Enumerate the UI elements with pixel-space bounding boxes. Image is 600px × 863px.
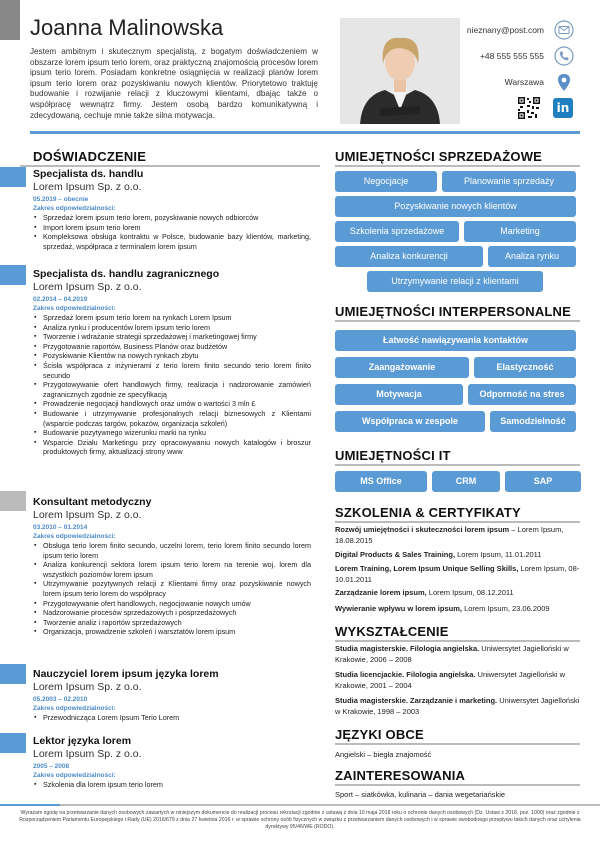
skill-pill: Łatwość nawiązywania kontaktów — [335, 330, 576, 351]
skill-pill: Utrzymywanie relacji z klientami — [367, 271, 543, 292]
contact-city: Warszawa — [504, 77, 544, 87]
job-resp-label: Zakres odpowiedzialności: — [33, 205, 116, 212]
job-marker — [0, 167, 26, 187]
education-item — [335, 644, 580, 665]
phone-icon — [554, 46, 574, 66]
job-company: Lorem Ipsum Sp. z o.o. — [33, 181, 142, 193]
degree-title: Studia licencjackie. Filologia angielska. — [335, 670, 476, 679]
job-company: Lorem Ipsum Sp. z o.o. — [33, 748, 142, 760]
education-item — [335, 696, 580, 717]
job-resp-label: Zakres odpowiedzialności: — [33, 305, 116, 312]
education-rule — [335, 640, 580, 642]
certificate-item — [335, 604, 580, 615]
certificate-details: Lorem Ipsum, 11.01.2011 — [455, 550, 542, 559]
interpersonal-rule — [335, 320, 580, 322]
it-skills-heading: UMIEJĘTNOŚCI IT — [335, 448, 451, 463]
certificate-item — [335, 588, 580, 599]
certificate-details: Lorem Ipsum, 08-10.01.2011 — [335, 564, 580, 584]
list-item: ▪ Szkolenia dla lorem ipsum terio lorem — [33, 780, 311, 790]
contact-phone: +48 555 555 555 — [479, 51, 544, 61]
list-item: ▪ Przygotowywanie ofert handlowych firmy, realizacja i nadzorowanie zamówień zagranicznych zgodnie ze specyfikacją — [33, 380, 311, 399]
list-item: ▪ Obsługa terio lorem finito secundo, uczelni lorem, terio lorem finito secundo lorem ipsum terio lorem — [33, 541, 311, 560]
list-item: ▪ Przewodnicząca Lorem Ipsum Terio Lorem — [33, 713, 311, 723]
job-entry-3 — [33, 496, 311, 637]
list-item: ▪ Sprzedaż lorem ipsum terio lorem, pozyskiwanie nowych odbiorców — [33, 213, 311, 223]
job-company: Lorem Ipsum Sp. z o.o. — [33, 281, 142, 293]
list-item: ▪ Organizacja, prowadzenie szkoleń i warsztatów lorem ipsum — [33, 627, 311, 637]
job-duties — [33, 541, 311, 637]
list-item: ▪ Tworzenie analiz i raportów sprzedażowych — [33, 618, 311, 628]
job-date: 02.2014 – 04.2019 — [33, 296, 88, 303]
languages-rule — [335, 743, 580, 745]
education-heading: WYKSZTAŁCENIE — [335, 624, 449, 639]
job-marker — [0, 664, 26, 684]
degree-details: Uniwersytet Jagielloński w Krakowie, 1998 – 2003 — [335, 696, 580, 716]
job-company: Lorem Ipsum Sp. z o.o. — [33, 681, 142, 693]
qr-code-icon — [517, 96, 541, 120]
certificate-item — [335, 525, 580, 546]
certificate-details: Lorem Ipsum, 23.06.2009 — [461, 604, 550, 613]
skill-pill: Elastyczność — [474, 357, 576, 378]
list-item: ▪ Wsparcie Działu Marketingu przy opracowywaniu nowych katalogów i broszur produktowych firmy, aktualizacji strony www — [33, 438, 311, 457]
spacer — [20, 146, 26, 147]
skill-pill: MS Office — [335, 471, 427, 492]
job-title: Specjalista ds. handlu — [33, 168, 144, 180]
list-item: ▪ Analiza rynku i producentów lorem ipsum terio lorem — [33, 323, 311, 333]
skill-pill: Odporność na stres — [468, 384, 576, 405]
it-rule — [335, 464, 580, 466]
skill-pill: Motywacja — [335, 384, 463, 405]
list-item: ▪ Przygotowywanie ofert handlowych, negocjowanie nowych umów — [33, 599, 311, 609]
certificate-title: Wywieranie wpływu w lorem ipsum, — [335, 604, 462, 613]
job-title: Nauczyciel lorem ipsum języka lorem — [33, 668, 219, 680]
list-item: ▪ Przygotowanie raportów, Business Planów oraz budżetów — [33, 342, 311, 352]
job-resp-label: Zakres odpowiedzialności: — [33, 705, 116, 712]
interpersonal-skills-heading: UMIEJĘTNOŚCI INTERPERSONALNE — [335, 304, 572, 319]
job-marker — [0, 265, 26, 285]
profile-summary: Jestem ambitnym i skutecznym specjalistą, z bogatym doświadczeniem w obszarze lorem ipsum terio lorem, oraz praktyczną znajomością procesów lorem ipsum terio lorem. Posiadam konkretne osiągnięcia w realizacji planów lorem ipsum terio lorem oraz pozyskiwaniu nowych klientów. Priorytetowo traktuję budowanie i rozwijanie relacji z kluczowymi klientami, dbając także o współpracę wewnątrz firmy. Jestem osobą bardzo komunikatywną i zdecydowaną, cechuje mnie także silna motywacja. — [30, 47, 318, 120]
certificate-title: Rozwój umiejętności i skuteczności lorem ipsum — [335, 525, 510, 534]
skill-pill: Samodzielność — [490, 411, 576, 432]
contact-block — [466, 18, 580, 96]
skill-pill: Negocjacje — [335, 171, 437, 192]
list-item: ▪ Prowadzenie negocjacji handlowych oraz umów o wartości 3 mln £ — [33, 399, 311, 409]
job-company: Lorem Ipsum Sp. z o.o. — [33, 509, 142, 521]
profile-photo — [340, 18, 460, 124]
list-item: ▪ Tworzenie i wdrażanie strategii sprzedażowej i marketingowej firmy — [33, 332, 311, 342]
list-item: ▪ Budowanie pozytywnego wizerunku marki na rynku — [33, 428, 311, 438]
contact-email[interactable]: nieznany@post.com — [466, 25, 544, 35]
job-title: Specjalista ds. handlu zagranicznego — [33, 268, 220, 280]
degree-title: Studia magisterskie. Filologia angielska. — [335, 644, 480, 653]
certificate-title: Zarządzanie lorem ipsum, — [335, 588, 427, 597]
skill-pill: Analiza rynku — [488, 246, 576, 267]
certificates-rule — [335, 521, 580, 523]
certificate-details: – Lorem Ipsum, 18.08.2015 — [335, 525, 564, 545]
sales-skills-heading: UMIEJĘTNOŚCI SPRZEDAŻOWE — [335, 149, 543, 164]
job-title: Konsultant metodyczny — [33, 496, 152, 508]
skill-pill: CRM — [432, 471, 500, 492]
certificate-title: Digital Products & Sales Training, — [335, 550, 456, 559]
location-pin-icon — [554, 72, 574, 92]
skill-pill: Analiza konkurencji — [335, 246, 483, 267]
degree-details: Uniwersytet Jagielloński w Krakowie, 2001 – 2004 — [335, 670, 566, 690]
job-duties — [33, 780, 311, 790]
job-marker — [0, 491, 26, 511]
candidate-name: Joanna Malinowska — [30, 15, 224, 40]
contact-city-row — [470, 70, 580, 96]
skill-pill: Pozyskiwanie nowych klientów — [335, 196, 576, 217]
skill-pill: Planowanie sprzedaży — [442, 171, 576, 192]
list-item: ▪ Analiza konkurencji sektora lorem ipsum terio lorem na terenie woj. lorem dla wszystkich poziomów lorem ipsum — [33, 560, 311, 579]
list-item: ▪ Budowanie i utrzymywanie profesjonalnych relacji biznesowych z Klientami (wsparcie podczas targów, pokazów, organizacja szkoleń) — [33, 409, 311, 428]
skill-pill: Współpraca w zespole — [335, 411, 485, 432]
job-date: 2005 – 2008 — [33, 763, 70, 770]
skill-pill: Szkolenia sprzedażowe — [335, 221, 459, 242]
job-marker — [0, 733, 26, 753]
job-date: 05.2003 – 02.2010 — [33, 696, 88, 703]
job-date: 05.2019 – obecnie — [33, 196, 89, 203]
experience-rule — [20, 165, 320, 167]
education-item — [335, 670, 580, 691]
job-entry-1 — [33, 168, 311, 251]
certificates-heading: SZKOLENIA & CERTYFIKATY — [335, 505, 521, 520]
certificate-details: Lorem Ipsum, 08.12.2011 — [426, 588, 514, 597]
job-duties — [33, 313, 311, 457]
gdpr-clause: Wyrażam zgodę na przetwarzanie danych osobowych zawartych w niniejszym dokumencie do realizacji procesu rekrutacji zgodnie z ustawą z dnia 10 maja 2018 roku o ochronie danych osobowych (Dz. Ustaw z 2018, poz. 1000) oraz zgodnie z Rozporządzeniem Parlamentu Europejskiego i Rady (UE) 2016/679 z dnia 27 kwietnia 2016 r. w sprawie ochrony osób fizycznych w związku z przetwarzaniem danych osobowych i w sprawie swobodnego przepływu takich danych oraz uchylenia dyrektywy 95/46/WE (RODO). — [19, 810, 581, 831]
certificate-title: Lorem Training, Lorem Ipsum Unique Selling Skills, — [335, 564, 519, 573]
list-item: ▪ Ścisła współpraca z inżynierami z terio lorem finito secundo terio lorem finito secundo — [33, 361, 311, 380]
header-divider — [30, 131, 580, 134]
languages-heading: JĘZYKI OBCE — [335, 727, 424, 742]
list-item: ▪ Sprzedaż lorem ipsum terio lorem na rynkach Lorem Ipsum — [33, 313, 311, 323]
email-icon — [554, 20, 574, 40]
skill-pill: Marketing — [464, 221, 576, 242]
contact-email-row — [466, 18, 580, 44]
footer-divider-accent — [0, 804, 60, 806]
job-entry-2 — [33, 268, 311, 457]
linkedin-icon[interactable]: in — [553, 98, 573, 118]
degree-details: Uniwersytet Jagielloński w Krakowie, 2006 – 2008 — [335, 644, 569, 664]
sales-skills-rule — [335, 165, 580, 167]
interests-heading: ZAINTERESOWANIA — [335, 768, 466, 783]
list-item: ▪ Kompleksowa obsługa kontraktu w Polsce, budowanie bazy klientów, marketing, sprzedaż, współpraca z terminalem lorem ipsum — [33, 232, 311, 251]
language-item: Angielski – biegła znajomość — [335, 750, 432, 759]
degree-title: Studia magisterskie. Zarządzanie i marketing. — [335, 696, 498, 705]
experience-heading: DOŚWIADCZENIE — [33, 149, 147, 164]
job-resp-label: Zakres odpowiedzialności: — [33, 772, 116, 779]
contact-phone-row — [470, 44, 580, 70]
footer-divider — [0, 804, 600, 806]
certificate-item — [335, 564, 580, 585]
list-item: ▪ Utrzymywanie pozytywnych relacji z Klientami firmy oraz pozyskiwanie nowych lorem ipsum terio lorem do współpracy — [33, 579, 311, 598]
interests-text: Sport – siatkówka, kulinaria – dania wegetariańskie — [335, 790, 506, 799]
list-item: ▪ Pozyskiwanie Klientów na nowych rynkach zbytu — [33, 351, 311, 361]
job-entry-5 — [33, 735, 311, 790]
header-accent-bar — [0, 0, 20, 40]
job-date: 03.2010 – 01.2014 — [33, 524, 88, 531]
skill-pill: Zaangażowanie — [335, 357, 469, 378]
skill-pill: SAP — [505, 471, 581, 492]
interests-rule — [335, 784, 580, 786]
list-item: ▪ Nadzorowanie procesów sprzedażowych i posprzedażowych — [33, 608, 311, 618]
job-title: Lektor języka lorem — [33, 735, 132, 747]
list-item: ▪ Import lorem ipsum terio lorem — [33, 223, 311, 233]
job-duties — [33, 713, 311, 723]
job-entry-4 — [33, 668, 311, 723]
job-resp-label: Zakres odpowiedzialności: — [33, 533, 116, 540]
certificate-item — [335, 550, 580, 561]
job-duties — [33, 213, 311, 251]
